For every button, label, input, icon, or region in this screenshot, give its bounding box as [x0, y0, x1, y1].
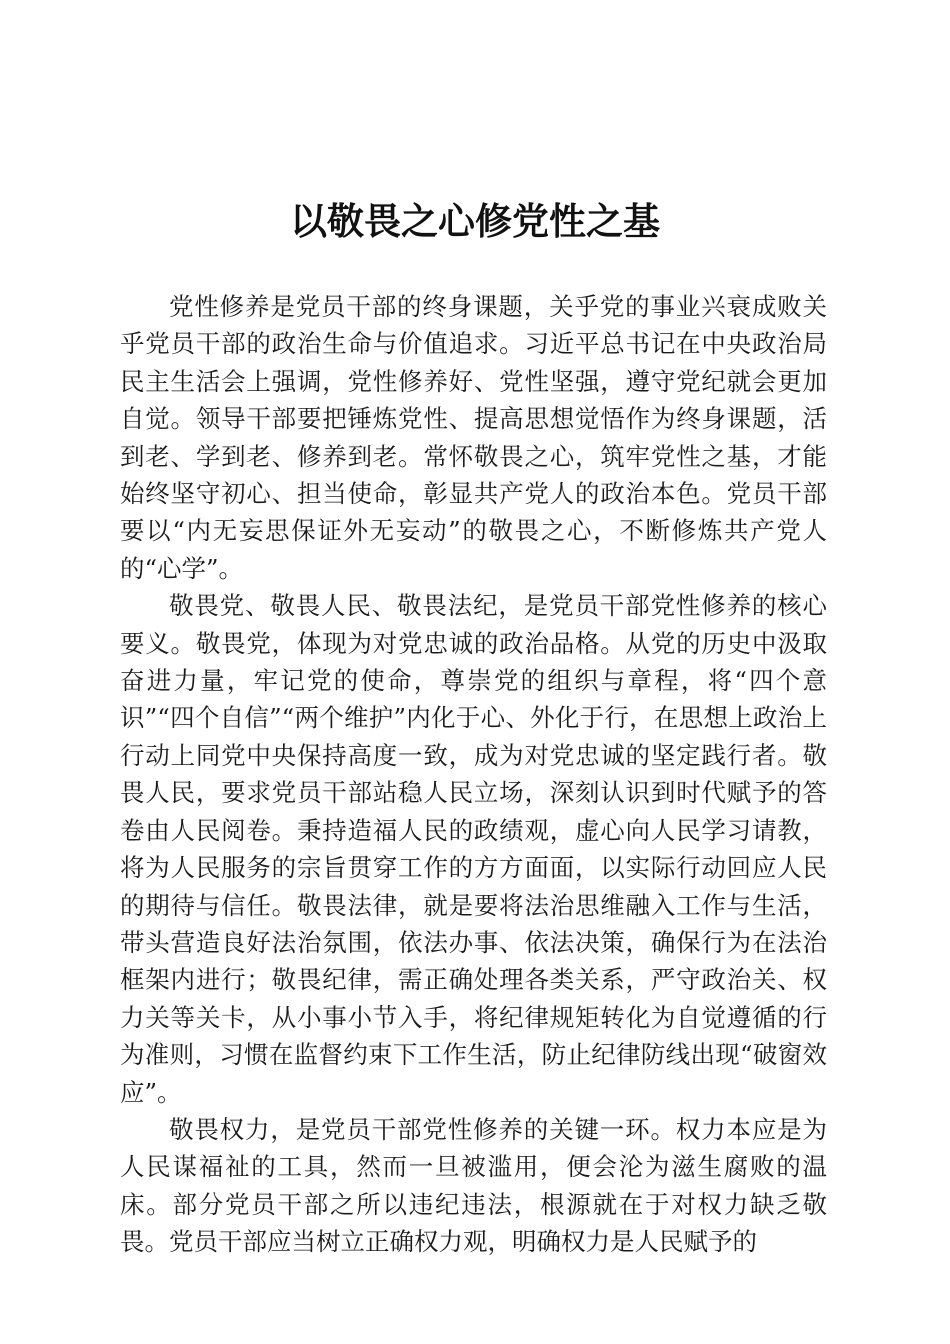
- paragraph-2: 敬畏党、敬畏人民、敬畏法纪，是党员干部党性修养的核心要义。敬畏党，体现为对党忠诚的政治品格。从党的历史中汲取奋进力量，牢记党的使命，尊崇党的组织与章程，将“四个意识”“四个自信”“两个维护”内化于心、外化于行，在思想上政治上行动上同党中央保持高度一致，成为对党忠诚的坚定践行者。敬畏人民，要求党员干部站稳人民立场，深刻认识到时代赋予的答卷由人民阅卷。秉持造福人民的政绩观，虚心向人民学习请教，将为人民服务的宗旨贯穿工作的方方面面，以实际行动回应人民的期待与信任。敬畏法律，就是要将法治思维融入工作与生活，带头营造良好法治氛围，依法办事、依法决策，确保行为在法治框架内进行；敬畏纪律，需正确处理各类关系，严守政治关、权力关等关卡，从小事小节入手，将纪律规矩转化为自觉遵循的行为准则，习惯在监督约束下工作生活，防止纪律防线出现“破窗效应”。: [120, 591, 827, 1107]
- paragraph-1: 党性修养是党员干部的终身课题，关乎党的事业兴衰成败关乎党员干部的政治生命与价值追求。习近平总书记在中央政治局民主生活会上强调，党性修养好、党性坚强，遵守党纪就会更加自觉。领导干部要把锤炼党性、提高思想觉悟作为终身课题，活到老、学到老、修养到老。常怀敬畏之心，筑牢党性之基，才能始终坚守初心、担当使命，彰显共产党人的政治本色。党员干部要以“内无妄思保证外无妄动”的敬畏之心，不断修炼共产党人的“心学”。: [120, 292, 827, 583]
- paragraph-3: 敬畏权力，是党员干部党性修养的关键一环。权力本应是为人民谋福祉的工具，然而一旦被滥用，便会沦为滋生腐败的温床。部分党员干部之所以违纪违法，根源就在于对权力缺乏敬畏。党员干部应当树立正确权力观，明确权力是人民赋予的: [120, 1114, 827, 1257]
- document-title: 以敬畏之心修党性之基: [290, 199, 660, 243]
- document-body: [120, 288, 827, 1261]
